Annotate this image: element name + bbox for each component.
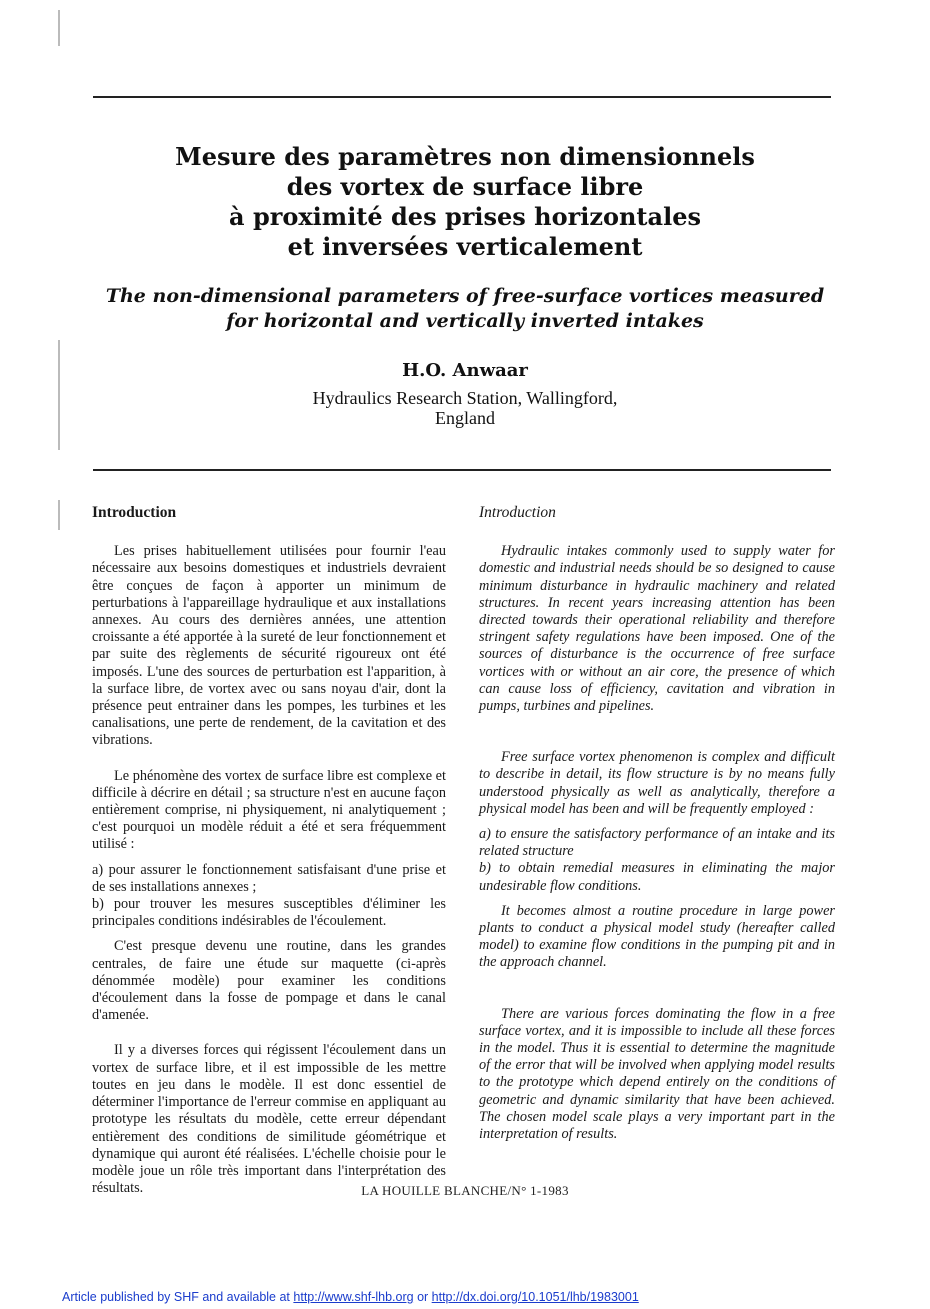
french-list-item: a) pour assurer le fonctionnement satisfaisant d'une prise et de ses installations annexes ; bbox=[92, 861, 446, 895]
french-title bbox=[0, 142, 930, 262]
english-list-item: b) to obtain remedial measures in eliminating the major undesirable flow conditions. bbox=[479, 860, 835, 894]
french-column bbox=[92, 500, 446, 1197]
scan-margin-mark bbox=[58, 500, 60, 530]
french-list-item: b) pour trouver les mesures susceptibles d'éliminer les principales conditions indésirables de l'écoulement. bbox=[92, 896, 446, 930]
french-title-line: à proximité des prises horizontales bbox=[229, 202, 701, 231]
english-title-line: for horizontal and vertically inverted intakes bbox=[226, 310, 704, 332]
scan-margin-mark bbox=[58, 10, 60, 46]
journal-footer: LA HOUILLE BLANCHE/N° 1-1983 bbox=[361, 1183, 569, 1198]
english-paragraph: It becomes almost a routine procedure in large power plants to conduct a physical model study (hereafter called model) to examine flow conditions in the pumping pit and in the approach channel. bbox=[479, 902, 835, 971]
shf-link[interactable]: http://www.shf-lhb.org bbox=[293, 1290, 414, 1304]
french-title-line: des vortex de surface libre bbox=[286, 172, 644, 201]
french-paragraph: Les prises habituellement utilisées pour fournir l'eau nécessaire aux besoins domestiques et industriels devraient être conçues de façon à apporter un minimum de perturbations à l'appareillage hydraulique et aux installations annexes. Au cours des dernières années, une attention croissante a été apportée à la sureté de leur fonctionnement et par suite des règlements de sécurité rigoureux ont été imposés. L'une des sources de perturbation est l'apparition, à la surface libre, de vortex avec ou sans noyau d'air, dont la présence peut entrainer dans les pompes, les turbines et les canalisations, une perte de rendement, de la cavitation et des vibrations. bbox=[92, 543, 446, 749]
section-rule bbox=[93, 469, 831, 471]
french-section-heading: Introduction bbox=[92, 504, 177, 521]
english-column bbox=[479, 500, 835, 1143]
french-title-line: et inversées verticalement bbox=[287, 232, 643, 261]
affiliation bbox=[0, 388, 930, 428]
french-paragraph: C'est presque devenu une routine, dans les grandes centrales, de faire une étude sur maquette (ci-après dénommée modèle) pour examiner les conditions d'écoulement dans la fosse de pompage et dans le canal d'amenée. bbox=[92, 938, 446, 1024]
publication-notice-text: or bbox=[413, 1290, 432, 1304]
english-section-heading: Introduction bbox=[479, 504, 556, 521]
publication-notice bbox=[62, 1290, 639, 1304]
french-title-line: Mesure des paramètres non dimensionnels bbox=[175, 142, 755, 171]
affiliation-line: England bbox=[435, 408, 495, 428]
doi-link[interactable]: http://dx.doi.org/10.1051/lhb/1983001 bbox=[431, 1290, 639, 1304]
english-title bbox=[0, 284, 930, 334]
top-rule bbox=[93, 96, 831, 98]
english-paragraph: Free surface vortex phenomenon is complex and difficult to describe in detail, its flow structure is by no means fully understood physically as well as analytically, therefore a physical model has been and will be frequently employed : bbox=[479, 749, 835, 817]
author-name: H.O. Anwaar bbox=[402, 360, 528, 381]
english-list-item: a) to ensure the satisfactory performance of an intake and its related structure bbox=[479, 826, 835, 860]
english-paragraph: There are various forces dominating the flow in a free surface vortex, and it is impossible to include all these forces in the model. Thus it is essential to determine the magnitude of the error that will be involved when applying model results to the prototype which depend entirely on the conditions of geometric and dynamic similarity that have been achieved. The chosen model scale plays a very important part in the interpretation of results. bbox=[479, 1005, 835, 1143]
publication-notice-text: Article published by SHF and available at bbox=[62, 1290, 294, 1304]
french-paragraph: Il y a diverses forces qui régissent l'écoulement dans un vortex de surface libre, et il est impossible de les mettre toutes en jeu dans le modèle. Il est donc essentiel de déterminer l'importance de l'erreur commise en appliquant au prototype les résultats du modèle, cette erreur dépendant entièrement des conditions de similitude géométrique et dynamique qui auront été réalisées. L'échelle choisie pour le modèle joue un rôle très important dans l'interprétation des résultats. bbox=[92, 1042, 446, 1197]
english-paragraph: Hydraulic intakes commonly used to supply water for domestic and industrial needs should be so designed to cause minimum disturbance in hydraulic machinery and related structures. In recent years increasing attention has been directed towards their operational reliability and therefore stringent safety regulations have been imposed. One of the sources of disturbance is the occurrence of free surface vortices with or without an air core, the presence of which can cause loss of efficiency, cavitation and vibration in pumps, turbines and pipelines. bbox=[479, 543, 835, 715]
english-title-line: The non-dimensional parameters of free-surface vortices measured bbox=[105, 285, 825, 307]
french-paragraph: Le phénomène des vortex de surface libre est complexe et difficile à décrire en détail ; sa structure n'est en aucune façon entièrement comprise, ni physiquement, ni analytiquement ; c'est pourquoi un modèle réduit a été et sera fréquemment utilisé : bbox=[92, 767, 446, 853]
affiliation-line: Hydraulics Research Station, Wallingford, bbox=[312, 388, 618, 408]
